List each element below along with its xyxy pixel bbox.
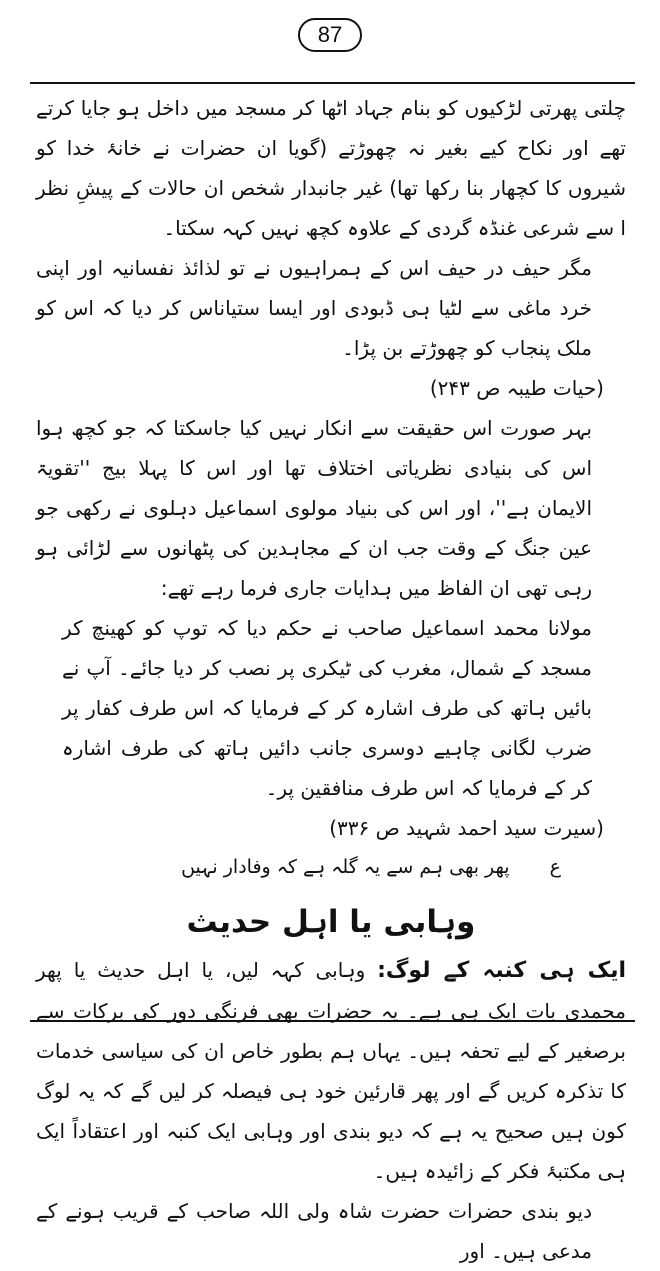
citation-seerat: (سیرت سید احمد شہید ص ۳۳۶) (329, 816, 604, 840)
subheading-lead: ایک ہی کنبہ کے لوگ: (377, 958, 626, 983)
citation-hayat-tayyiba: (حیات طیبہ ص ۲۴۳) (429, 376, 604, 400)
paragraph-3: بہر صورت اس حقیقت سے انکار نہیں کیا جاسکتا کہ جو کچھ ہوا اس کی بنیادی نظریاتی اختلاف تھا اور اس کا پہلا بیج ''تقویۃ الایمان ہے''، اور اس کی بنیاد مولوی اسماعیل دہلوی نے رکھی جو عین جنگ کے وقت جب ان کے مجاہدین کی پٹھانوں سے لڑائی ہو رہی تھی ان الفاظ میں ہدایات جاری فرما رہے تھے: (36, 416, 592, 600)
bottom-rule (30, 1020, 635, 1022)
verse-text: پھر بھی ہم سے یہ گلہ ہے کہ وفادار نہیں (181, 856, 510, 878)
verse-line (36, 848, 626, 886)
paragraph-2: مگر حیف در حیف اس کے ہمراہیوں نے تو لذائذ نفسانیہ اور اپنی خرد ماغی سے لٹیا ہی ڈبودی اور ایسا ستیاناس کر دیا کہ اس کو ملک پنجاب کو چھوڑتے بن پڑا۔ (36, 256, 592, 360)
page-body (36, 88, 626, 1263)
paragraph-4 (36, 950, 626, 1191)
section-heading: وہابی یا اہل حدیث (186, 904, 476, 940)
top-rule (30, 82, 635, 84)
verse-mark: ع (549, 856, 561, 878)
paragraph-5: دیو بندی حضرات حضرت شاہ ولی اللہ صاحب کے قریب ہونے کے مدعی ہیں۔ اور (36, 1199, 592, 1263)
page-number: 87 (298, 18, 362, 52)
block-quote: مولانا محمد اسماعیل صاحب نے حکم دیا کہ توپ کو کھینچ کر مسجد کے شمال، مغرب کی ٹیکری پر نصب کر دیا جائے۔ آپ نے بائیں ہاتھ کی طرف اشارہ کر کے فرمایا کہ اس طرف کفار پر ضرب لگانی چاہیے دوسری جانب دائیں ہاتھ کی طرف اشارہ کر کے فرمایا کہ اس طرف منافقین پر۔ (62, 616, 592, 800)
page-number-container (0, 18, 660, 52)
paragraph-4-text: وہابی کہہ لیں، یا اہل حدیث یا پھر محمدی بات ایک ہی ہے۔ یہ حضرات بھی فرنگی دور کی برکات سے برصغیر کے لیے تحفہ ہیں۔ یہاں ہم بطور خاص ان کی سیاسی خدمات کا تذکرہ کریں گے اور پھر قارئین خود ہی فیصلہ کر لیں گے کہ یہ لوگ کون ہیں صحیح یہ ہے کہ دیو بندی اور وہابی ایک کنبہ اور اعتقاداً ایک ہی مکتبۂ فکر کے زائیدہ ہیں۔ (36, 958, 626, 1183)
paragraph-1: چلتی پھرتی لڑکیوں کو بنام جہاد اٹھا کر مسجد میں داخل ہو جایا کرتے تھے اور نکاح کیے بغیر نہ چھوڑتے (گویا ان حضرات نے خانۂ خدا کو شیروں کا کچھار بنا رکھا تھا) غیر جانبدار شخص ان حالات کے پیشِ نظر ا سے شرعی غنڈہ گردی کے علاوہ کچھ نہیں کہہ سکتا۔ (36, 96, 626, 240)
